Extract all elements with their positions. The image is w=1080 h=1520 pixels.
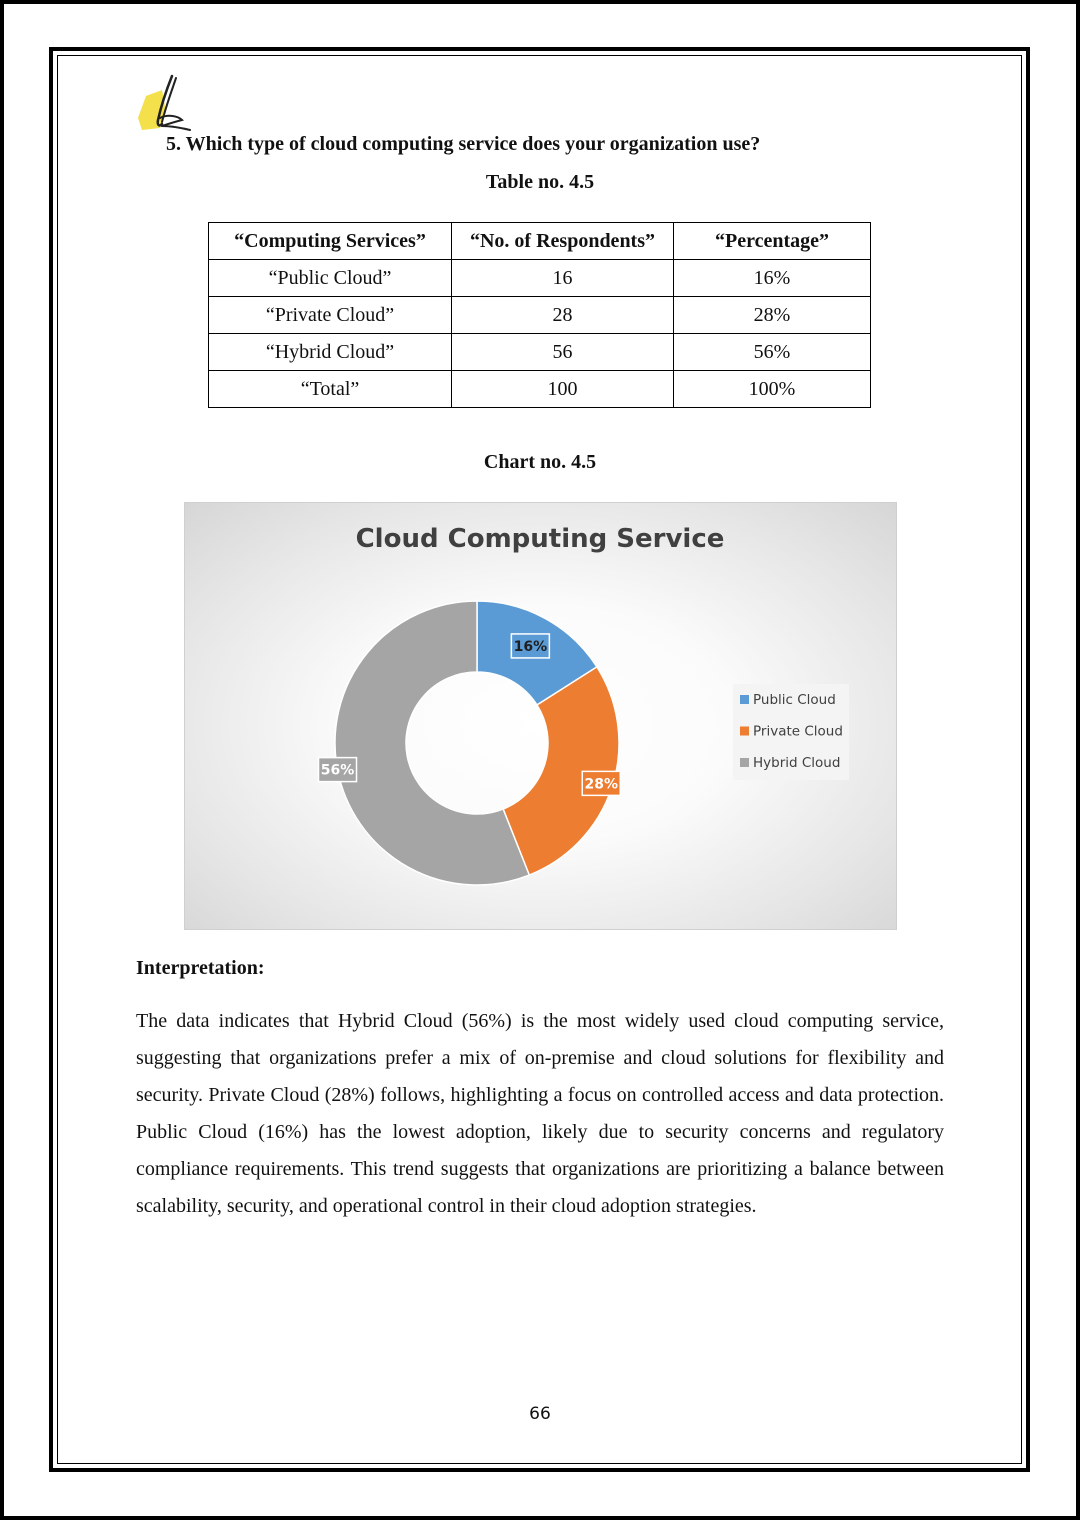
data-label-private-cloud	[582, 771, 620, 795]
table-header-cell: “Percentage”	[674, 223, 871, 260]
question-text: 5. Which type of cloud computing service does your organization use?	[166, 133, 761, 155]
pen-icon	[132, 72, 204, 134]
svg-text:28%: 28%	[584, 776, 619, 793]
table-cell: 28%	[674, 297, 871, 334]
svg-text:Private Cloud: Private Cloud	[753, 723, 843, 740]
table-cell: 56	[452, 334, 674, 371]
legend-item-public-cloud	[740, 692, 836, 708]
table-cell: “Private Cloud”	[209, 297, 452, 334]
chart-caption: Chart no. 4.5	[483, 451, 597, 473]
table-header-cell: “No. of Respondents”	[452, 223, 674, 260]
table-cell: 100%	[674, 371, 871, 408]
table-cell: “Total”	[209, 371, 452, 408]
donut-chart	[184, 502, 897, 930]
svg-text:Public Cloud: Public Cloud	[753, 692, 836, 708]
svg-text:Hybrid Cloud: Hybrid Cloud	[753, 755, 841, 771]
table-cell: “Hybrid Cloud”	[209, 334, 452, 371]
interpretation-heading: Interpretation:	[136, 957, 265, 979]
interpretation-body: The data indicates that Hybrid Cloud (56%) is the most widely used cloud computing service, suggesting that organizations prefer a mix of on-premise and cloud solutions for flexibility and security. Private Cloud (28%) follows, highlighting a focus on controlled access and data protection. Public Cloud (16%) has the lowest adoption, likely due to security concerns and regulatory compliance requirements. This trend suggests that organizations are prioritizing a balance between scalability, security, and operational control in their cloud adoption strategies.	[136, 1010, 944, 1217]
chart-title: Cloud Computing Service	[355, 524, 725, 554]
data-table	[208, 222, 871, 408]
table-cell: 28	[452, 297, 674, 334]
table-cell: “Public Cloud”	[209, 260, 452, 297]
table-row	[209, 297, 871, 334]
svg-text:16%: 16%	[513, 638, 548, 655]
legend-item-private-cloud	[740, 724, 843, 740]
chart-svg	[185, 503, 896, 929]
table-cell: 56%	[674, 334, 871, 371]
table-row	[209, 334, 871, 371]
table-row	[209, 371, 871, 408]
table-caption: Table no. 4.5	[485, 171, 595, 193]
table-cell: 16	[452, 260, 674, 297]
data-label-public-cloud	[511, 634, 549, 658]
table-cell: 16%	[674, 260, 871, 297]
data-label-hybrid-cloud	[319, 758, 357, 782]
table-header-cell: “Computing Services”	[209, 223, 452, 260]
table-cell: 100	[452, 371, 674, 408]
page-number: 66	[529, 1404, 551, 1424]
legend-item-hybrid-cloud	[740, 755, 840, 771]
table-header-row	[209, 223, 871, 260]
table-row	[209, 260, 871, 297]
svg-text:56%: 56%	[320, 762, 355, 779]
